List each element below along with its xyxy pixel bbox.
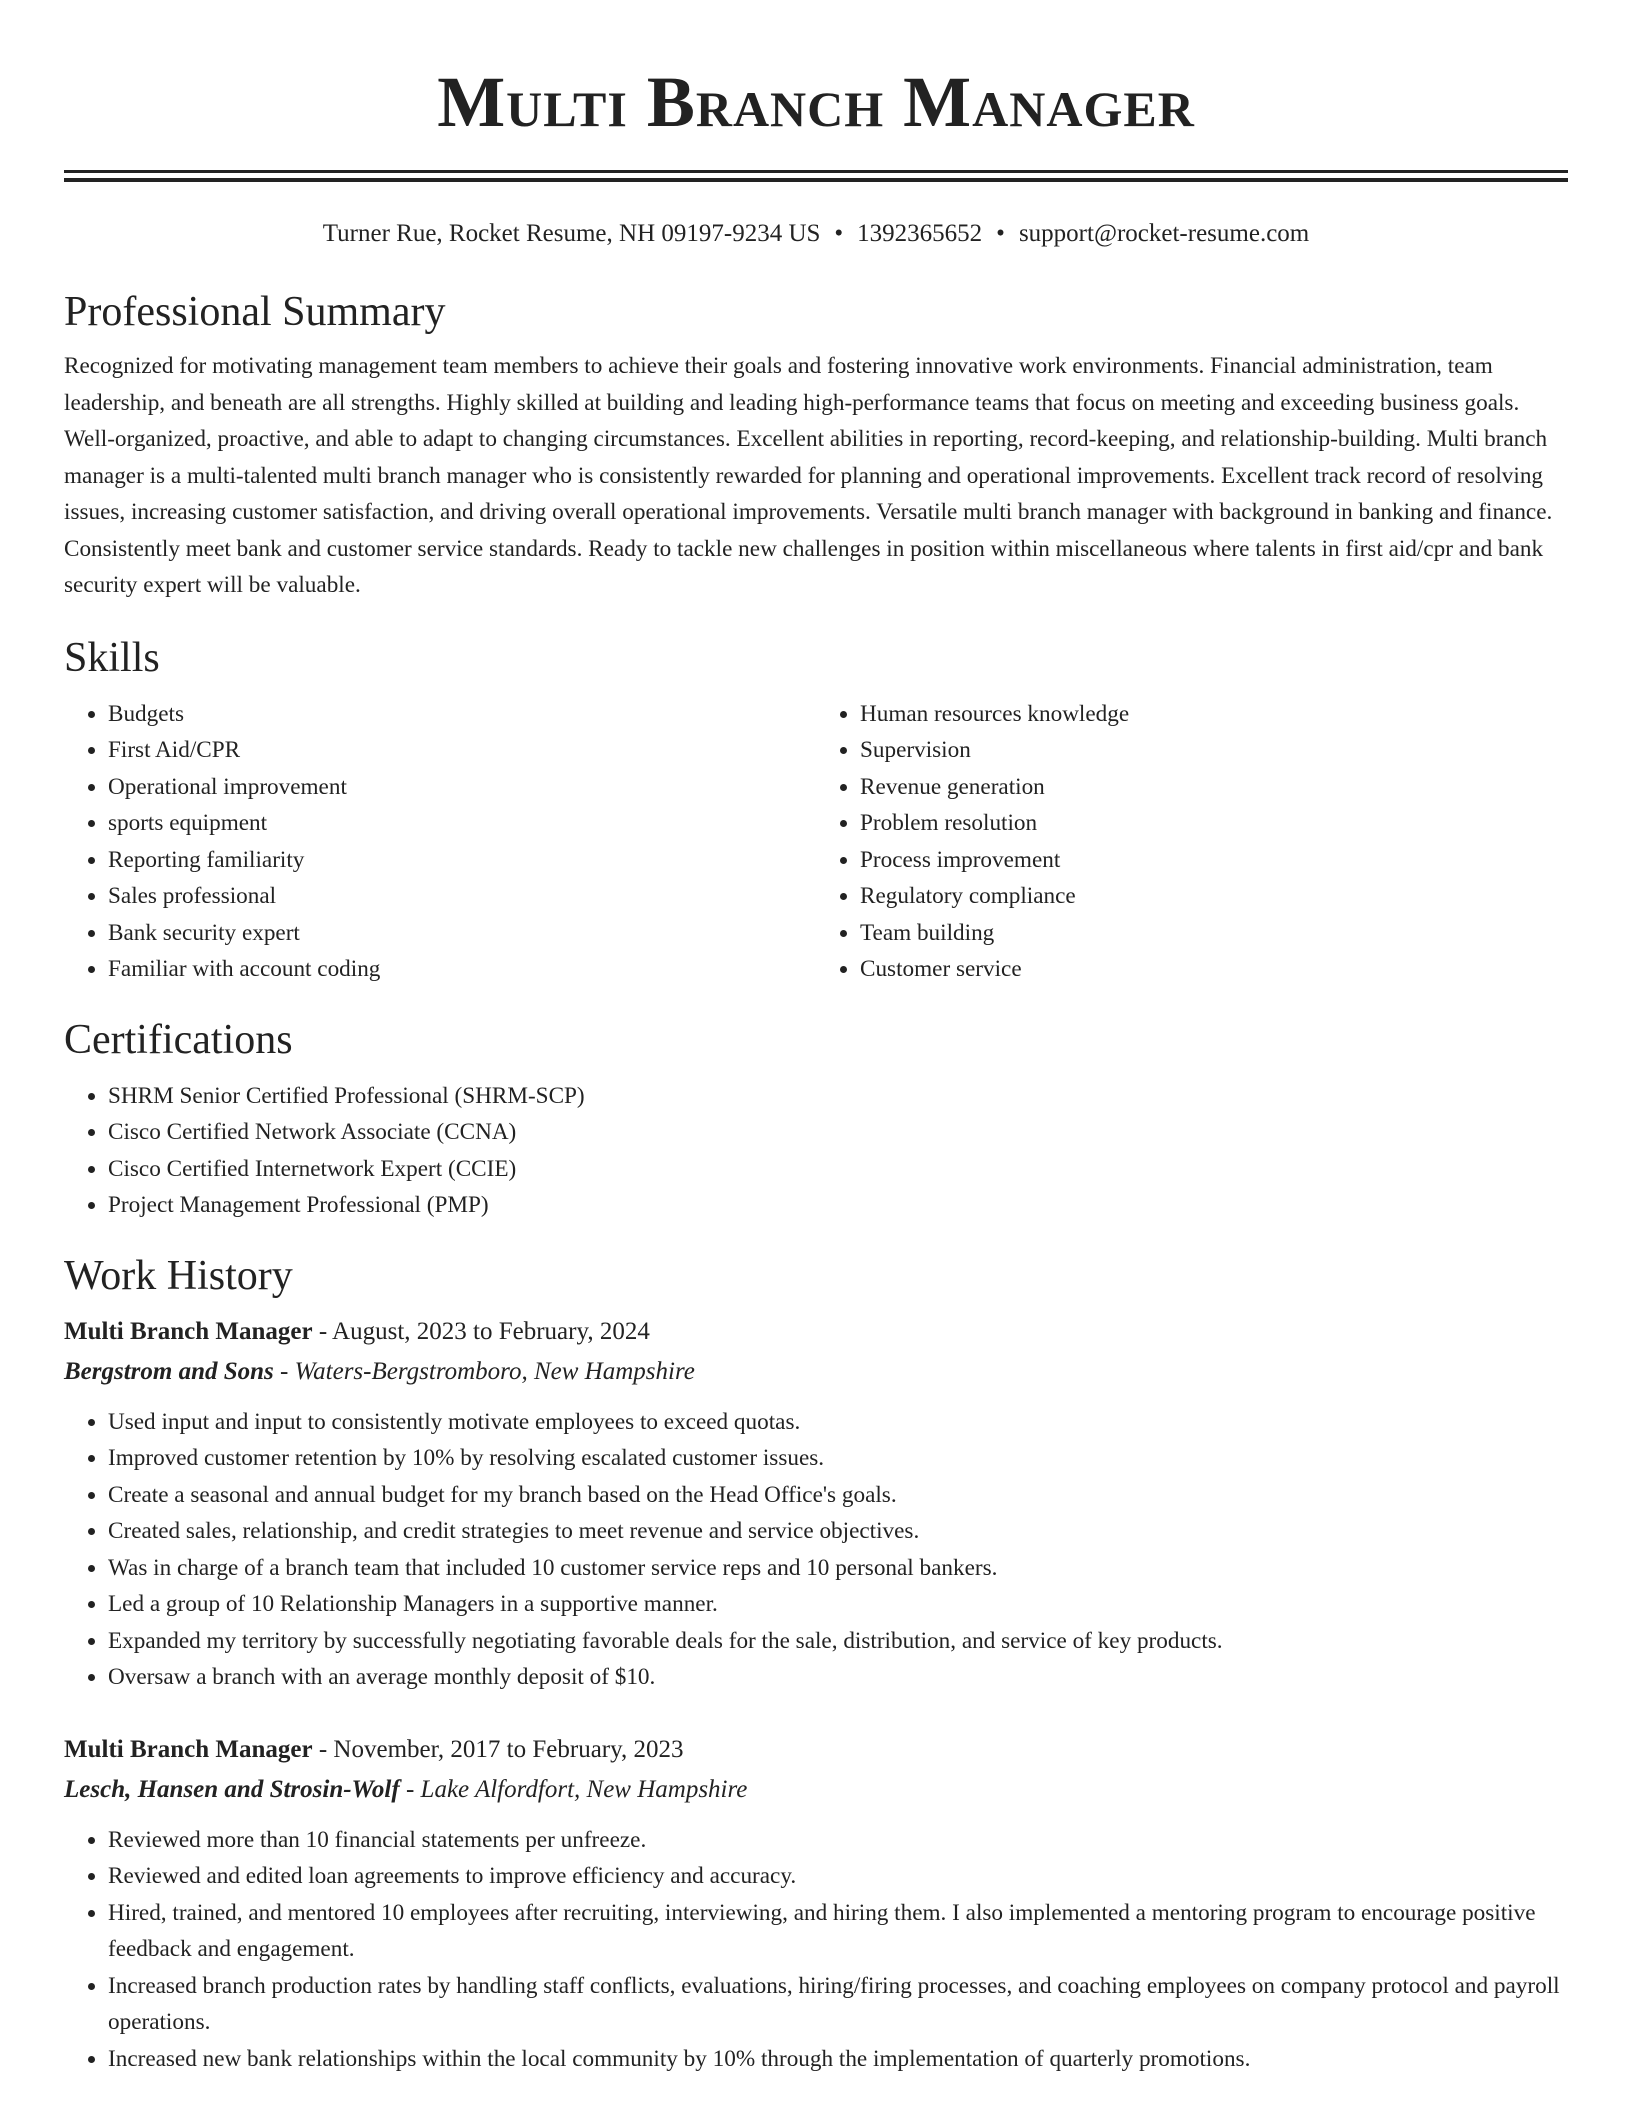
job-company: Bergstrom and Sons (64, 1357, 274, 1385)
contact-phone: 1392365652 (857, 220, 983, 247)
skill-item: • Operational improvement (108, 769, 816, 806)
contact-line (64, 218, 1568, 250)
job-bullet: • Reviewed and edited loan agreements to improve efficiency and accuracy. (108, 1858, 1568, 1895)
section-title-skills: Skills (64, 634, 160, 681)
skill-item: • sports equipment (108, 805, 816, 842)
job-bullet: • Created sales, relationship, and credit strategies to meet revenue and service objectives. (108, 1513, 1568, 1550)
divider-line-bottom (64, 178, 1568, 182)
job-role: Multi Branch Manager (64, 1317, 313, 1345)
skill-item: • First Aid/CPR (108, 732, 816, 769)
skill-item: • Problem resolution (860, 805, 1568, 842)
job-entry (64, 1312, 1568, 1696)
section-title-certifications: Certifications (64, 1016, 293, 1063)
job-bullet: • Used input and input to consistently motivate employees to exceed quotas. (108, 1404, 1568, 1441)
skill-item: • Bank security expert (108, 915, 816, 952)
job-bullet: • Oversaw a branch with an average monthly deposit of $10. (108, 1659, 1568, 1696)
skill-item: • Process improvement (860, 842, 1568, 879)
skill-item: • Supervision (860, 732, 1568, 769)
skill-item: • Human resources knowledge (860, 696, 1568, 733)
certification-item: • Project Management Professional (PMP) (108, 1187, 1568, 1224)
section-title-summary: Professional Summary (64, 289, 446, 335)
summary-text: Recognized for motivating management team members to achieve their goals and fostering innovative work environments. Financial administration, team leadership, and beneath are all strengths. Highly skilled at building and leading high-performance teams that focus on meeting and exceeding business goals. Well-organized, proactive, and able to adapt to changing circumstances. Excellent abilities in reporting, record-keeping, and relationship-building. Multi branch manager is a multi-talented multi branch manager who is consistently rewarded for planning and operational improvements. Excellent track record of resolving issues, increasing customer satisfaction, and driving overall operational improvements. Versatile multi branch manager with background in banking and finance. Consistently meet bank and customer service standards. Ready to tackle new challenges in position within miscellaneous where talents in first aid/cpr and bank security expert will be valuable. (64, 353, 1553, 598)
skill-item: • Familiar with account coding (108, 951, 816, 988)
contact-separator: • (834, 220, 844, 247)
job-bullet: • Hired, trained, and mentored 10 employees after recruiting, interviewing, and hiring them. I also implemented a mentoring program to encourage positive feedback and engagement. (108, 1895, 1568, 1968)
job-bullet-list (64, 1404, 1568, 1696)
job-company-line (64, 1770, 1568, 1810)
job-location: - Lake Alfordfort, New Hampshire (399, 1775, 748, 1803)
job-location: - Waters-Bergstromboro, New Hampshire (273, 1357, 695, 1385)
skill-item: • Sales professional (108, 878, 816, 915)
skills-grid (64, 696, 1568, 988)
job-company: Lesch, Hansen and Strosin-Wolf (64, 1775, 400, 1803)
resume-name: Multi Branch Manager (437, 62, 1195, 142)
contact-email: support@rocket-resume.com (1018, 220, 1310, 247)
header-divider (64, 170, 1568, 182)
job-bullet: • Led a group of 10 Relationship Managers in a supportive manner. (108, 1586, 1568, 1623)
job-bullet-list (64, 1822, 1568, 2078)
job-header (64, 1312, 1568, 1352)
certifications-list (64, 1078, 1568, 1224)
job-bullet: • Was in charge of a branch team that included 10 customer service reps and 10 personal bankers. (108, 1550, 1568, 1587)
job-bullet: • Increased branch production rates by handling staff conflicts, evaluations, hiring/firing processes, and coaching employees on company protocol and payroll operations. (108, 1968, 1568, 2041)
skill-item: • Revenue generation (860, 769, 1568, 806)
job-dates: - August, 2023 to February, 2024 (312, 1317, 650, 1345)
skill-item: • Reporting familiarity (108, 842, 816, 879)
skill-item: • Customer service (860, 951, 1568, 988)
job-company-line (64, 1352, 1568, 1392)
contact-address: Turner Rue, Rocket Resume, NH 09197-9234 US (322, 220, 821, 247)
job-entry (64, 1730, 1568, 2078)
job-header (64, 1730, 1568, 1770)
skill-item: • Budgets (108, 696, 816, 733)
skills-column-right (816, 696, 1568, 988)
certification-item: • Cisco Certified Network Associate (CCNA) (108, 1114, 1568, 1151)
contact-separator: • (996, 220, 1005, 247)
job-bullet: • Reviewed more than 10 financial statements per unfreeze. (108, 1822, 1568, 1859)
skill-item: • Team building (860, 915, 1568, 952)
skill-item: • Regulatory compliance (860, 878, 1568, 915)
job-dates: - November, 2017 to February, 2023 (312, 1735, 684, 1763)
job-bullet: • Improved customer retention by 10% by resolving escalated customer issues. (108, 1440, 1568, 1477)
certification-item: • Cisco Certified Internetwork Expert (CCIE) (108, 1151, 1568, 1188)
skills-column-left (64, 696, 816, 988)
certification-item: • SHRM Senior Certified Professional (SHRM-SCP) (108, 1078, 1568, 1115)
job-role: Multi Branch Manager (64, 1735, 313, 1763)
job-bullet: • Increased new bank relationships within the local community by 10% through the implementation of quarterly promotions. (108, 2041, 1568, 2078)
job-bullet: • Expanded my territory by successfully negotiating favorable deals for the sale, distribution, and service of key products. (108, 1623, 1568, 1660)
job-bullet: • Create a seasonal and annual budget for my branch based on the Head Office's goals. (108, 1477, 1568, 1514)
section-title-work-history: Work History (64, 1252, 293, 1299)
